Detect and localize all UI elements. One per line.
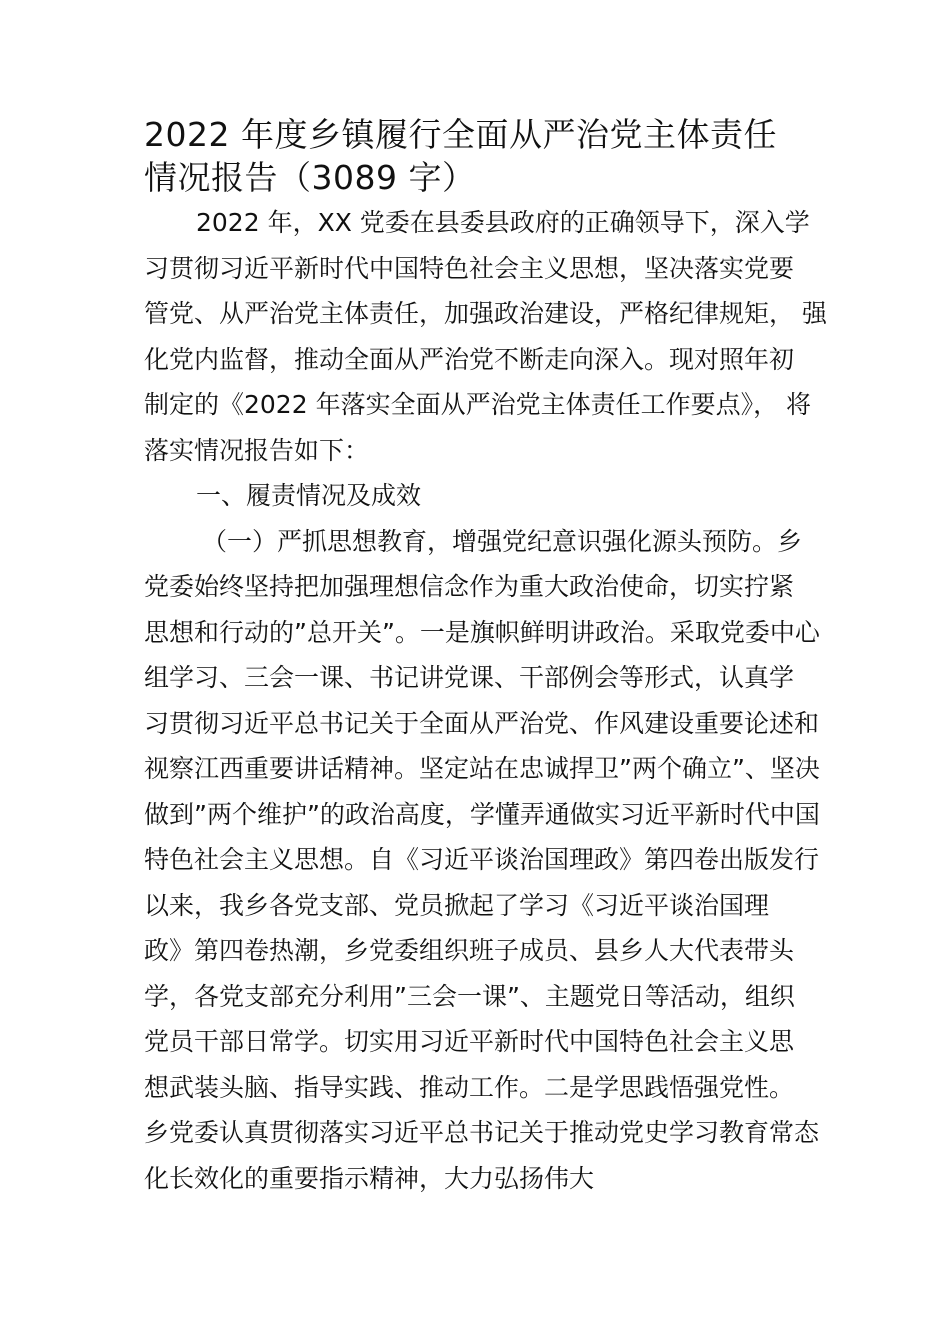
paragraph-line: 想武装头脑、指导实践、推动工作。二是学思践悟强党性。 — [144, 1072, 795, 1102]
paragraph-line: 乡党委认真贯彻落实习近平总书记关于推动党史学习教育常态 — [144, 1118, 820, 1147]
paragraph-line: 以来，我乡各党支部、党员掀起了学习《习近平谈治国理 — [144, 890, 770, 920]
title-line-1: 2022 年度乡镇履行全面从严治党主体责任 — [144, 115, 777, 154]
paragraph-line: 化长效化的重要指示精神，大力弘扬伟大 — [144, 1163, 595, 1193]
section-heading: 一、履责情况及成效 — [196, 481, 422, 510]
paragraph-line: 学，各党支部充分利用”三会一课”、主题党日等活动，组织 — [144, 981, 795, 1011]
document-title — [144, 113, 844, 199]
paragraph-line: 党员干部日常学。切实用习近平新时代中国特色社会主义思 — [144, 1027, 795, 1056]
document-body — [144, 200, 834, 1201]
paragraph-line: 政》第四卷热潮，乡党委组织班子成员、县乡人大代表带头 — [144, 936, 795, 965]
subsection-heading-line: （一）严抓思想教育，增强党纪意识强化源头预防。乡 — [202, 526, 803, 556]
paragraph-line: 制定的《2022 年落实全面从严治党主体责任工作要点》， 将 — [144, 390, 812, 419]
paragraph-line: 特色社会主义思想。自《习近平谈治国理政》第四卷出版发行 — [144, 845, 820, 874]
paragraph-line: 2022 年，XX 党委在县委县政府的正确领导下，深入学 — [196, 208, 810, 237]
paragraph-line: 视察江西重要讲话精神。坚定站在忠诚捍卫”两个确立”、坚决 — [144, 754, 820, 783]
paragraph-line: 党委始终坚持把加强理想信念作为重大政治使命，切实拧紧 — [144, 572, 795, 601]
paragraph-line: 做到”两个维护”的政治高度，学懂弄通做实习近平新时代中国 — [144, 799, 820, 829]
paragraph-line: 习贯彻习近平总书记关于全面从严治党、作风建设重要论述和 — [144, 708, 820, 738]
paragraph-line: 化党内监督，推动全面从严治党不断走向深入。现对照年初 — [144, 344, 795, 374]
paragraph-line: 管党、从严治党主体责任，加强政治建设，严格纪律规矩， 强 — [144, 299, 827, 328]
title-line-2: 情况报告（3089 字） — [144, 158, 476, 197]
paragraph-line: 习贯彻习近平新时代中国特色社会主义思想，坚决落实党要 — [144, 253, 795, 283]
paragraph-line: 思想和行动的”总开关”。一是旗帜鲜明讲政治。采取党委中心 — [144, 617, 820, 647]
paragraph-line: 落实情况报告如下： — [144, 435, 370, 465]
paragraph-line: 组学习、三会一课、书记讲党课、干部例会等形式，认真学 — [144, 663, 795, 692]
